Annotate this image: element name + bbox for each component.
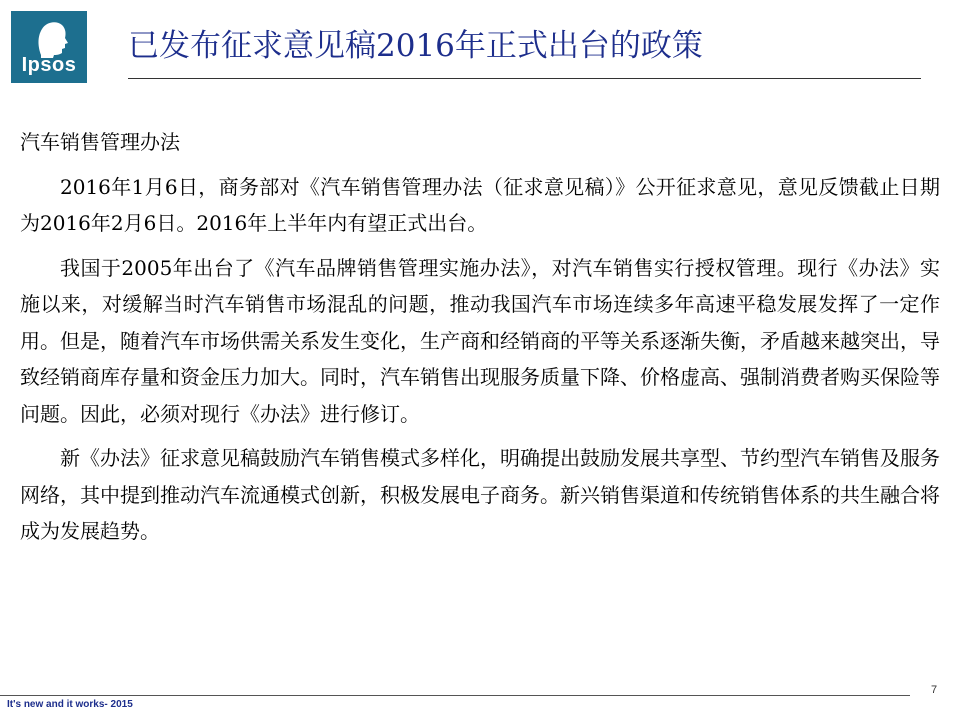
paragraph: 我国于2005年出台了《汽车品牌销售管理实施办法》，对汽车销售实行授权管理。现行《办法》实施以来，对缓解当时汽车销售市场混乱的问题，推动我国汽车市场连续多年高速平稳发展发挥了一定作用。但是，随着汽车市场供需关系发生变化，生产商和经销商的平等关系逐渐失衡，矛盾越来越突出，导致经销商库存量和资金压力加大。同时，汽车销售出现服务质量下降、价格虚高、强制消费者购买保险等问题。因此，必须对现行《办法》进行修订。: [20, 255, 940, 426]
logo-text: Ipsos: [21, 54, 77, 76]
title-divider: [128, 78, 921, 79]
page-title: 已发布征求意见稿2016年正式出台的政策: [128, 28, 703, 64]
footer-text: It's new and it works- 2015: [7, 699, 133, 710]
section-heading: 汽车销售管理办法: [20, 130, 180, 154]
paragraph: 新《办法》征求意见稿鼓励汽车销售模式多样化，明确提出鼓励发展共享型、节约型汽车销售及服务网络，其中提到推动汽车流通模式创新，积极发展电子商务。新兴销售渠道和传统销售体系的共生融合将成为发展趋势。: [20, 446, 940, 543]
paragraph: 2016年1月6日，商务部对《汽车销售管理办法（征求意见稿）》公开征求意见，意见反馈截止日期为2016年2月6日。2016年上半年内有望正式出台。: [20, 174, 940, 235]
ipsos-logo: [11, 11, 87, 83]
page-number: 7: [931, 684, 938, 696]
footer-divider: [0, 695, 910, 696]
slide-body: [20, 124, 940, 558]
